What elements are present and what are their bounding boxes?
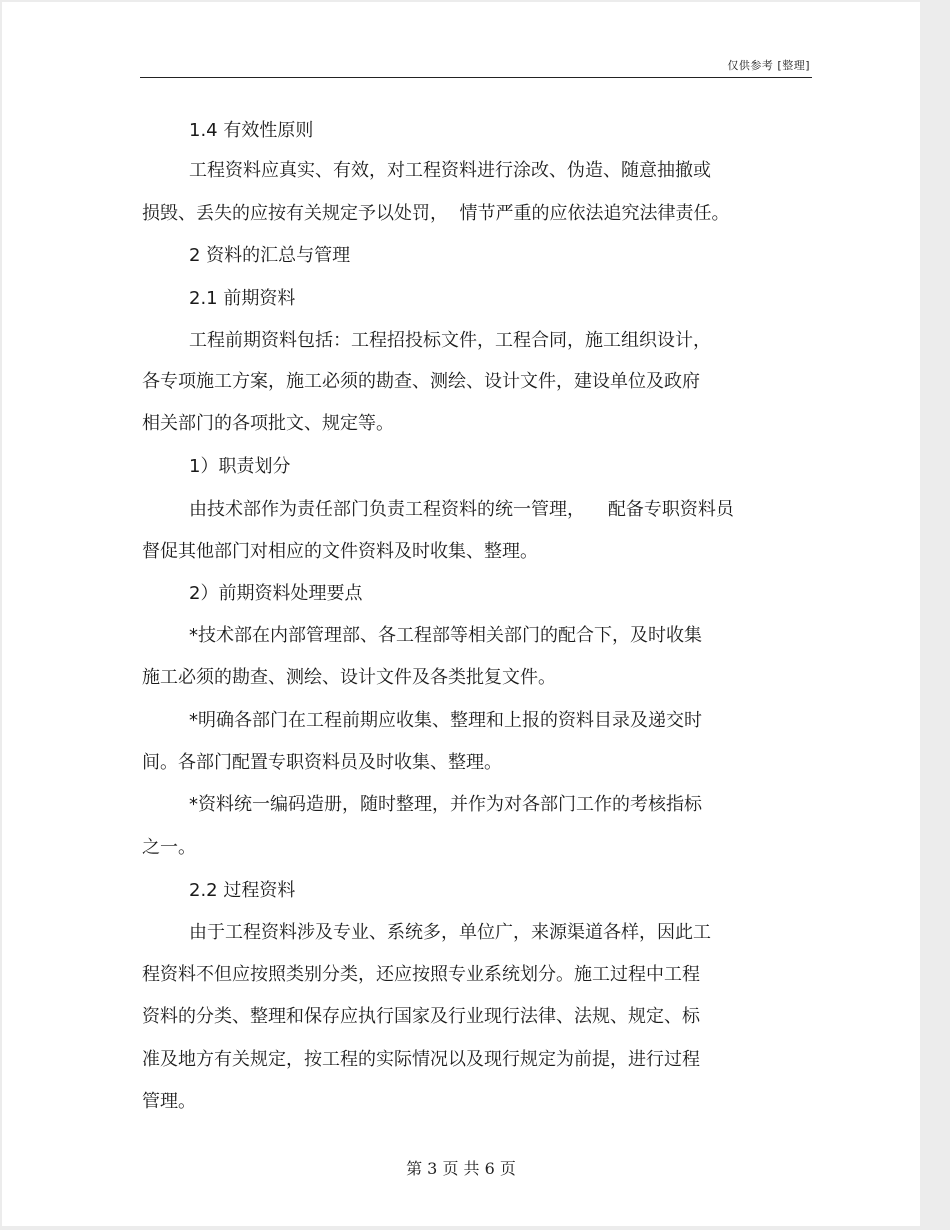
paragraph-line: 之一。 [142,837,196,858]
header-note: 仅供参考 [整理] [727,59,810,72]
section-heading: 2 资料的汇总与管理 [189,245,351,266]
paragraph-line: 相关部门的各项批文、规定等。 [142,413,394,434]
page-number-footer: 第 3 页 共 6 页 [406,1159,516,1178]
bullet-line: *技术部在内部管理部、各工程部等相关部门的配合下，及时收集 [189,625,702,646]
paragraph-line: 损毁、丢失的应按有关规定予以处罚， 情节严重的应依法追究法律责任。 [142,203,730,224]
paragraph-line: 间。各部门配置专职资料员及时收集、整理。 [142,752,502,773]
paragraph-line: 施工必须的勘查、测绘、设计文件及各类批复文件。 [142,667,556,688]
paragraph-line: 督促其他部门对相应的文件资料及时收集、整理。 [142,541,538,562]
bullet-line: *资料统一编码造册，随时整理，并作为对各部门工作的考核指标 [189,794,702,815]
header-rule [140,77,812,78]
section-heading: 1.4 有效性原则 [189,120,314,141]
paragraph-line: 工程前期资料包括：工程招投标文件，工程合同，施工组织设计， [189,330,711,351]
paragraph-line: 管理。 [142,1091,196,1112]
bullet-line: *明确各部门在工程前期应收集、整理和上报的资料目录及递交时 [189,710,702,731]
paragraph-line: 程资料不但应按照类别分类，还应按照专业系统划分。施工过程中工程 [142,964,700,985]
paragraph-line: 准及地方有关规定，按工程的实际情况以及现行规定为前提，进行过程 [142,1049,700,1070]
section-heading: 2.2 过程资料 [189,880,296,901]
subheading: 1）职责划分 [189,456,291,477]
paragraph-line: 由技术部作为责任部门负责工程资料的统一管理， 配备专职资料员 [189,499,734,520]
section-heading: 2.1 前期资料 [189,288,296,309]
paragraph-line: 各专项施工方案，施工必须的勘查、测绘、设计文件，建设单位及政府 [142,371,700,392]
subheading: 2）前期资料处理要点 [189,583,363,604]
document-page [2,2,920,1226]
paragraph-line: 资料的分类、整理和保存应执行国家及行业现行法律、法规、规定、标 [142,1006,700,1027]
paragraph-line: 由于工程资料涉及专业、系统多，单位广，来源渠道各样，因此工 [189,922,711,943]
paragraph-line: 工程资料应真实、有效，对工程资料进行涂改、伪造、随意抽撤或 [189,160,711,181]
